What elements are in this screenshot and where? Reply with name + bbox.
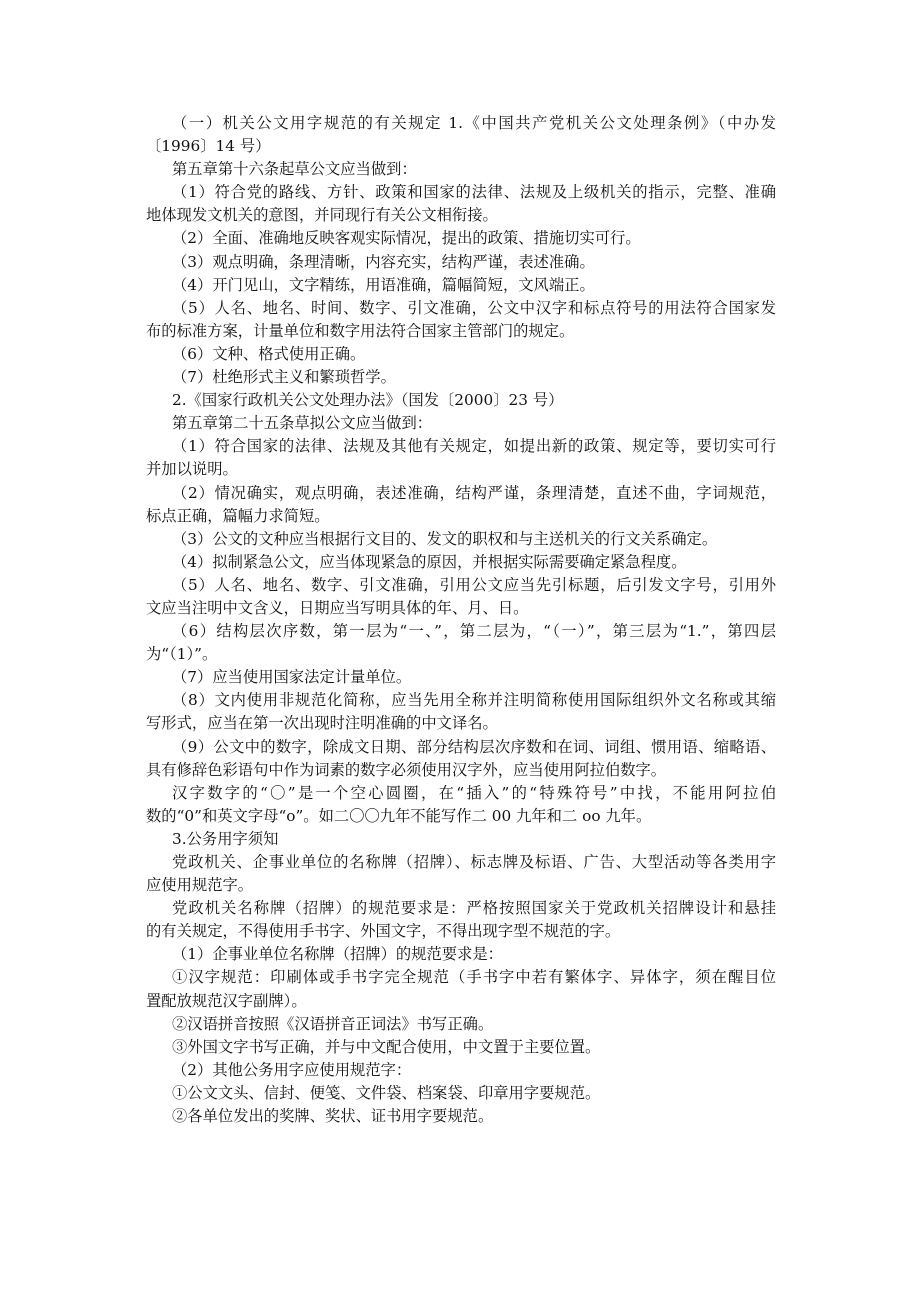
text-line: ②各单位发出的奖牌、奖状、证书用字要规范。: [172, 1107, 494, 1126]
text-line: 第五章第二十五条草拟公文应当做到：: [172, 414, 433, 433]
text-line: （5）人名、地名、数字、引文准确，引用公文应当先引标题，后引发文字号，引用外: [172, 575, 776, 594]
text-line: （9）公文中的数字，除成文日期、部分结构层次序数和在词、词组、惯用语、缩略语、: [172, 737, 776, 756]
paragraph: [146, 274, 776, 297]
text-line: （2）全面、准确地反映客观实际情况，提出的政策、措施切实可行。: [172, 229, 641, 248]
paragraph: [146, 1059, 776, 1082]
text-line: （8）文内使用非规范化简称，应当先用全称并注明简称使用国际组织外文名称或其缩: [172, 691, 776, 710]
text-line: （7）应当使用国家法定计量单位。: [172, 668, 412, 687]
document-body: [146, 112, 776, 1128]
paragraph: [146, 297, 776, 343]
paragraph: [146, 736, 776, 782]
paragraph: [146, 828, 776, 851]
paragraph: [146, 158, 776, 181]
paragraph: [146, 851, 776, 897]
paragraph: [146, 782, 776, 828]
paragraph: [146, 1013, 776, 1036]
paragraph: [146, 366, 776, 389]
paragraph: [146, 1082, 776, 1105]
paragraph: [146, 966, 776, 1012]
text-line: （3）观点明确，条理清晰，内容充实，结构严谨，表述准确。: [172, 252, 595, 271]
paragraph: [146, 227, 776, 250]
paragraph: [146, 343, 776, 366]
text-line: 汉字数字的“〇”是一个空心圆圈，在“插入”的“特殊符号”中找，不能用阿拉伯: [172, 783, 776, 802]
text-line: （4）开门见山，文字精练，用语准确，篇幅简短，文风端正。: [172, 275, 595, 294]
text-line: 具有修辞色彩语句中作为词素的数字必须使用汉字外，应当使用阿拉伯数字。: [146, 760, 667, 779]
text-line: 布的标准方案，计量单位和数字用法符合国家主管部门的规定。: [146, 321, 575, 340]
paragraph: [146, 251, 776, 274]
text-line: 为“（1）”。: [146, 645, 218, 664]
text-line: ③外国文字书写正确，并与中文配合使用，中文置于主要位置。: [172, 1037, 601, 1056]
text-line: 标点正确，篇幅力求简短。: [146, 506, 330, 525]
paragraph: [146, 435, 776, 481]
paragraph: [146, 666, 776, 689]
text-line: 3.公务用字须知: [172, 829, 279, 848]
text-line: （3）公文的文种应当根据行文目的、发文的职权和与主送机关的行文关系确定。: [172, 529, 718, 548]
paragraph: [146, 574, 776, 620]
text-line: ②汉语拼音按照《汉语拼音正词法》书写正确。: [172, 1014, 494, 1033]
text-line: 文应当注明中文含义，日期应当写明具体的年、月、日。: [146, 598, 529, 617]
text-line: （6）结构层次序数，第一层为“一、”，第二层为，“（一）”，第三层为“1.”，第四层: [172, 622, 776, 641]
paragraph: [146, 1036, 776, 1059]
text-line: （4）拟制紧急公文，应当体现紧急的原因，并根据实际需要确定紧急程度。: [172, 552, 687, 571]
text-line: （2）其他公务用字应使用规范字：: [172, 1060, 412, 1079]
paragraph: [146, 943, 776, 966]
text-line: 党政机关名称牌（招牌）的规范要求是：严格按照国家关于党政机关招牌设计和悬挂: [172, 899, 776, 918]
text-line: ①汉字规范：印刷体或手书字完全规范（手书字中若有繁体字、异体字，须在醒目位: [172, 968, 776, 987]
text-line: 应使用规范字。: [146, 876, 254, 895]
text-line: 2.《国家行政机关公文处理办法》（国发〔2000〕23 号）: [172, 391, 564, 410]
paragraph: [146, 482, 776, 528]
text-line: 写形式，应当在第一次出现时注明准确的中文译名。: [146, 714, 498, 733]
paragraph: [146, 1105, 776, 1128]
text-line: （6）文种、格式使用正确。: [172, 344, 366, 363]
text-line: （1）符合国家的法律、法规及其他有关规定，如提出新的政策、规定等，要切实可行: [172, 437, 776, 456]
paragraph: [146, 897, 776, 943]
paragraph: [146, 181, 776, 227]
paragraph: [146, 389, 776, 412]
text-line: （7）杜绝形式主义和繁琐哲学。: [172, 368, 396, 387]
text-line: （1）符合党的路线、方针、政策和国家的法律、法规及上级机关的指示，完整、准确: [172, 183, 776, 202]
text-line: 〔1996〕14 号）: [146, 137, 271, 156]
text-line: 党政机关、企事业单位的名称牌（招牌）、标志牌及标语、广告、大型活动等各类用字: [172, 853, 776, 871]
text-line: 的有关规定，不得使用手书字、外国文字，不得出现字型不规范的字。: [146, 922, 621, 941]
text-line: 地体现发文机关的意图，并同现行有关公文相衔接。: [146, 206, 498, 225]
paragraph: [146, 551, 776, 574]
text-line: （2）情况确实，观点明确，表述准确，结构严谨，条理清楚，直述不曲，字词规范，: [172, 483, 776, 502]
paragraph: [146, 689, 776, 735]
paragraph: [146, 412, 776, 435]
text-line: （一）机关公文用字规范的有关规定 1.《中国共产党机关公文处理条例》（中办发: [172, 114, 776, 132]
text-line: （1）企事业单位名称牌（招牌）的规范要求是：: [172, 945, 503, 964]
paragraph: [146, 112, 776, 158]
text-line: （5）人名、地名、时间、数字、引文准确，公文中汉字和标点符号的用法符合国家发: [172, 298, 776, 317]
paragraph: [146, 620, 776, 666]
paragraph: [146, 528, 776, 551]
text-line: 第五章第十六条起草公文应当做到：: [172, 160, 417, 179]
text-line: 数的“0”和英文字母“o”。如二〇〇九年不能写作二 00 九年和二 oo 九年。: [146, 806, 652, 825]
text-line: 置配放规范汉字副牌）。: [146, 991, 307, 1010]
text-line: 并加以说明。: [146, 460, 238, 479]
text-line: ①公文文头、信封、便笺、文件袋、档案袋、印章用字要规范。: [172, 1083, 601, 1102]
